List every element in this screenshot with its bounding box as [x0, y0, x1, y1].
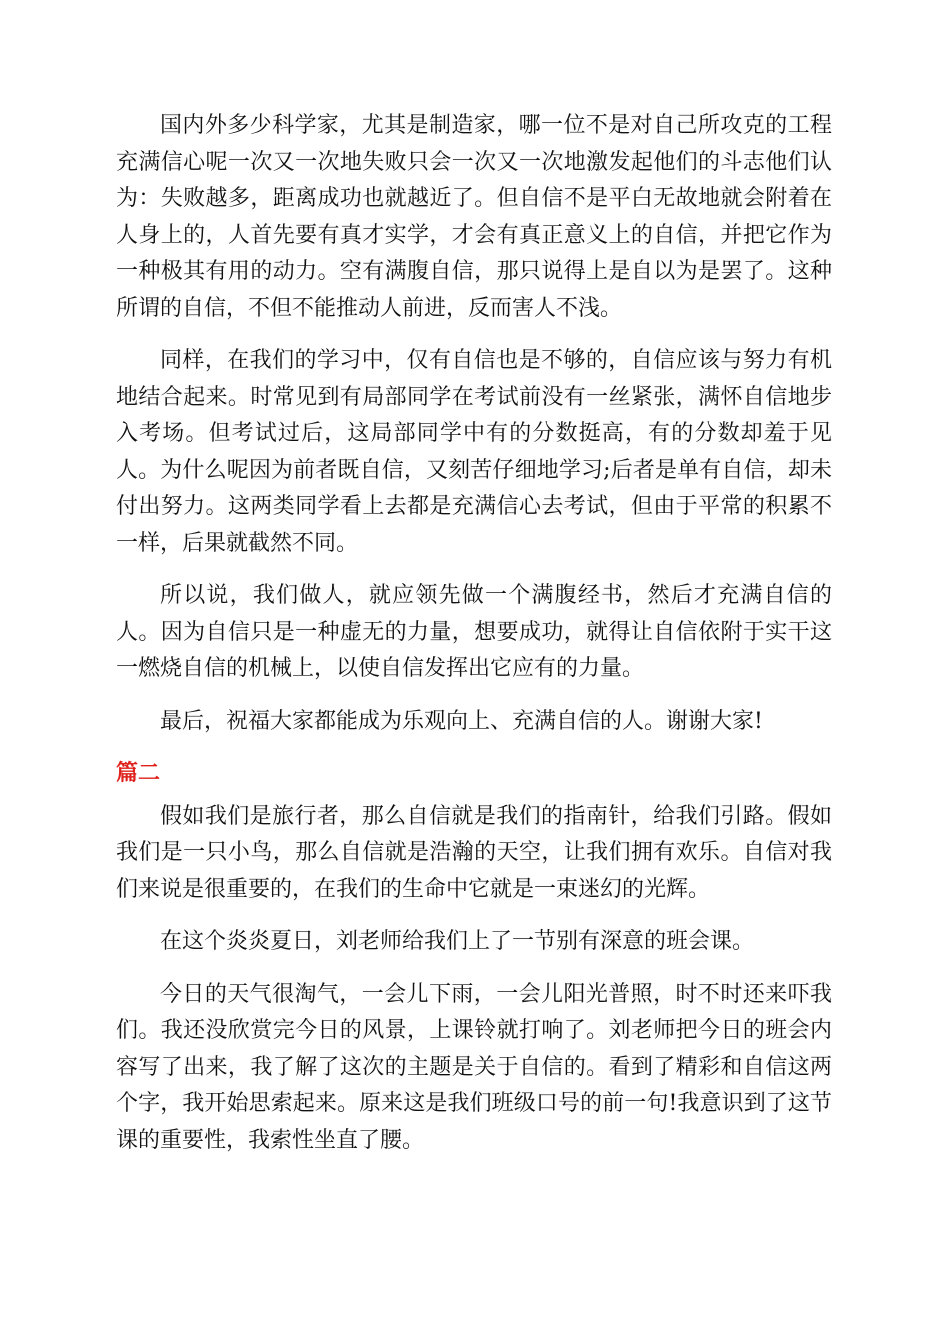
paragraph-weather: 今日的天气很淘气，一会儿下雨，一会儿阳光普照，时不时还来吓我们。我还没欣赏完今日的风景，上课铃就打响了。刘老师把今日的班会内容写了出来，我了解了这次的主题是关于自信的。看到了精彩和自信这两个字，我开始思索起来。原来这是我们班级口号的前一句!我意识到了这节课的重要性，我索性坐直了腰。 [116, 981, 832, 1153]
paragraph-scientists: 国内外多少科学家，尤其是制造家，哪一位不是对自己所攻克的工程充满信心呢一次又一次地失败只会一次又一次地激发起他们的斗志他们认为：失败越多，距离成功也就越近了。但自信不是平白无故地就会附着在人身上的，人首先要有真才实学，才会有真正意义上的自信，并把它作为一种极其有用的动力。空有满腹自信，那只说得上是自以为是罢了。这种所谓的自信，不但不能推动人前进，反而害人不浅。 [116, 113, 832, 321]
paragraph-closing: 最后，祝福大家都能成为乐观向上、充满自信的人。谢谢大家! [160, 708, 763, 734]
section-heading: 篇二 [116, 761, 161, 786]
document-page [116, 108, 832, 1159]
paragraph-summer: 在这个炎炎夏日，刘老师给我们上了一节别有深意的班会课。 [160, 929, 755, 954]
paragraph-conclusion: 所以说，我们做人，就应领先做一个满腹经书，然后才充满自信的人。因为自信只是一种虚无的力量，想要成功，就得让自信依附于实干这一燃烧自信的机械上，以使自信发挥出它应有的力量。 [116, 583, 832, 681]
paragraph-study: 同样，在我们的学习中，仅有自信也是不够的，自信应该与努力有机地结合起来。时常见到有局部同学在考试前没有一丝紧张，满怀自信地步入考场。但考试过后，这局部同学中有的分数挺高，有的分数却羞于见人。为什么呢因为前者既自信，又刻苦仔细地学习;后者是单有自信，却未付出努力。这两类同学看上去都是充满信心去考试，但由于平常的积累不一样，后果就截然不同。 [116, 348, 832, 556]
paragraph-traveler: 假如我们是旅行者，那么自信就是我们的指南针，给我们引路。假如我们是一只小鸟，那么自信就是浩瀚的天空，让我们拥有欢乐。自信对我们来说是很重要的，在我们的生命中它就是一束迷幻的光辉。 [116, 803, 832, 902]
